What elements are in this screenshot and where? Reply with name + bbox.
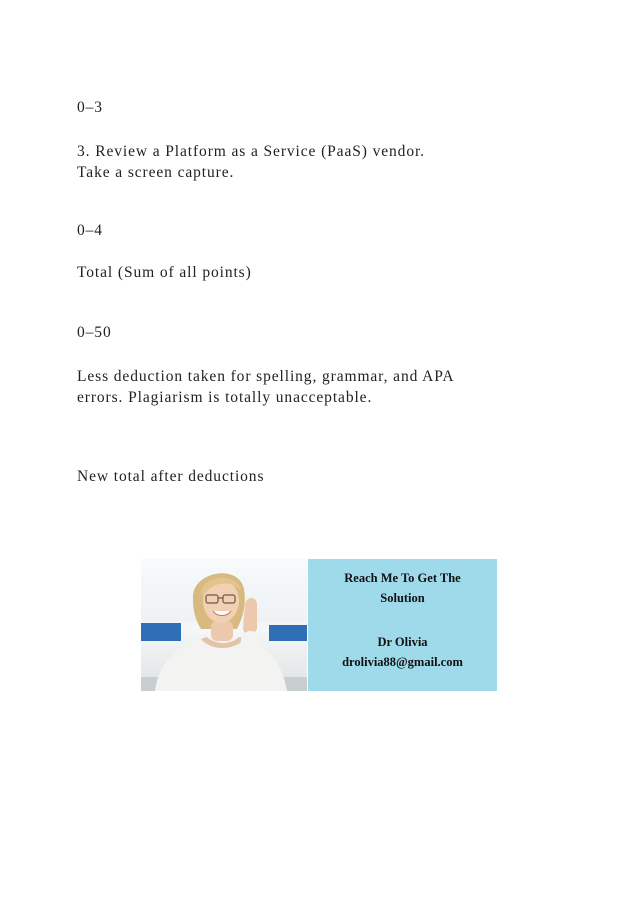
- score-range-0-3: 0–3: [77, 99, 103, 116]
- contact-banner: [141, 559, 497, 691]
- new-total-label: New total after deductions: [77, 468, 265, 485]
- contact-email: drolivia88@gmail.com: [342, 655, 463, 669]
- score-range-0-50: 0–50: [77, 324, 112, 341]
- score-range-0-4: 0–4: [77, 222, 103, 239]
- item-3-subtext: Take a screen capture.: [77, 164, 235, 181]
- portrait-photo: [141, 559, 307, 691]
- deduction-text-line-2: errors. Plagiarism is totally unacceptable.: [77, 389, 373, 406]
- contact-name: Dr Olivia: [377, 635, 428, 649]
- banner-heading-line-1: Reach Me To Get The: [344, 571, 461, 585]
- total-label: Total (Sum of all points): [77, 264, 252, 281]
- contact-text-panel: [308, 559, 497, 691]
- item-3-heading: 3. Review a Platform as a Service (PaaS) vendor.: [77, 143, 425, 160]
- woman-illustration: [141, 559, 307, 691]
- banner-heading-line-2: Solution: [380, 591, 425, 605]
- deduction-text-line-1: Less deduction taken for spelling, grammar, and APA: [77, 368, 455, 385]
